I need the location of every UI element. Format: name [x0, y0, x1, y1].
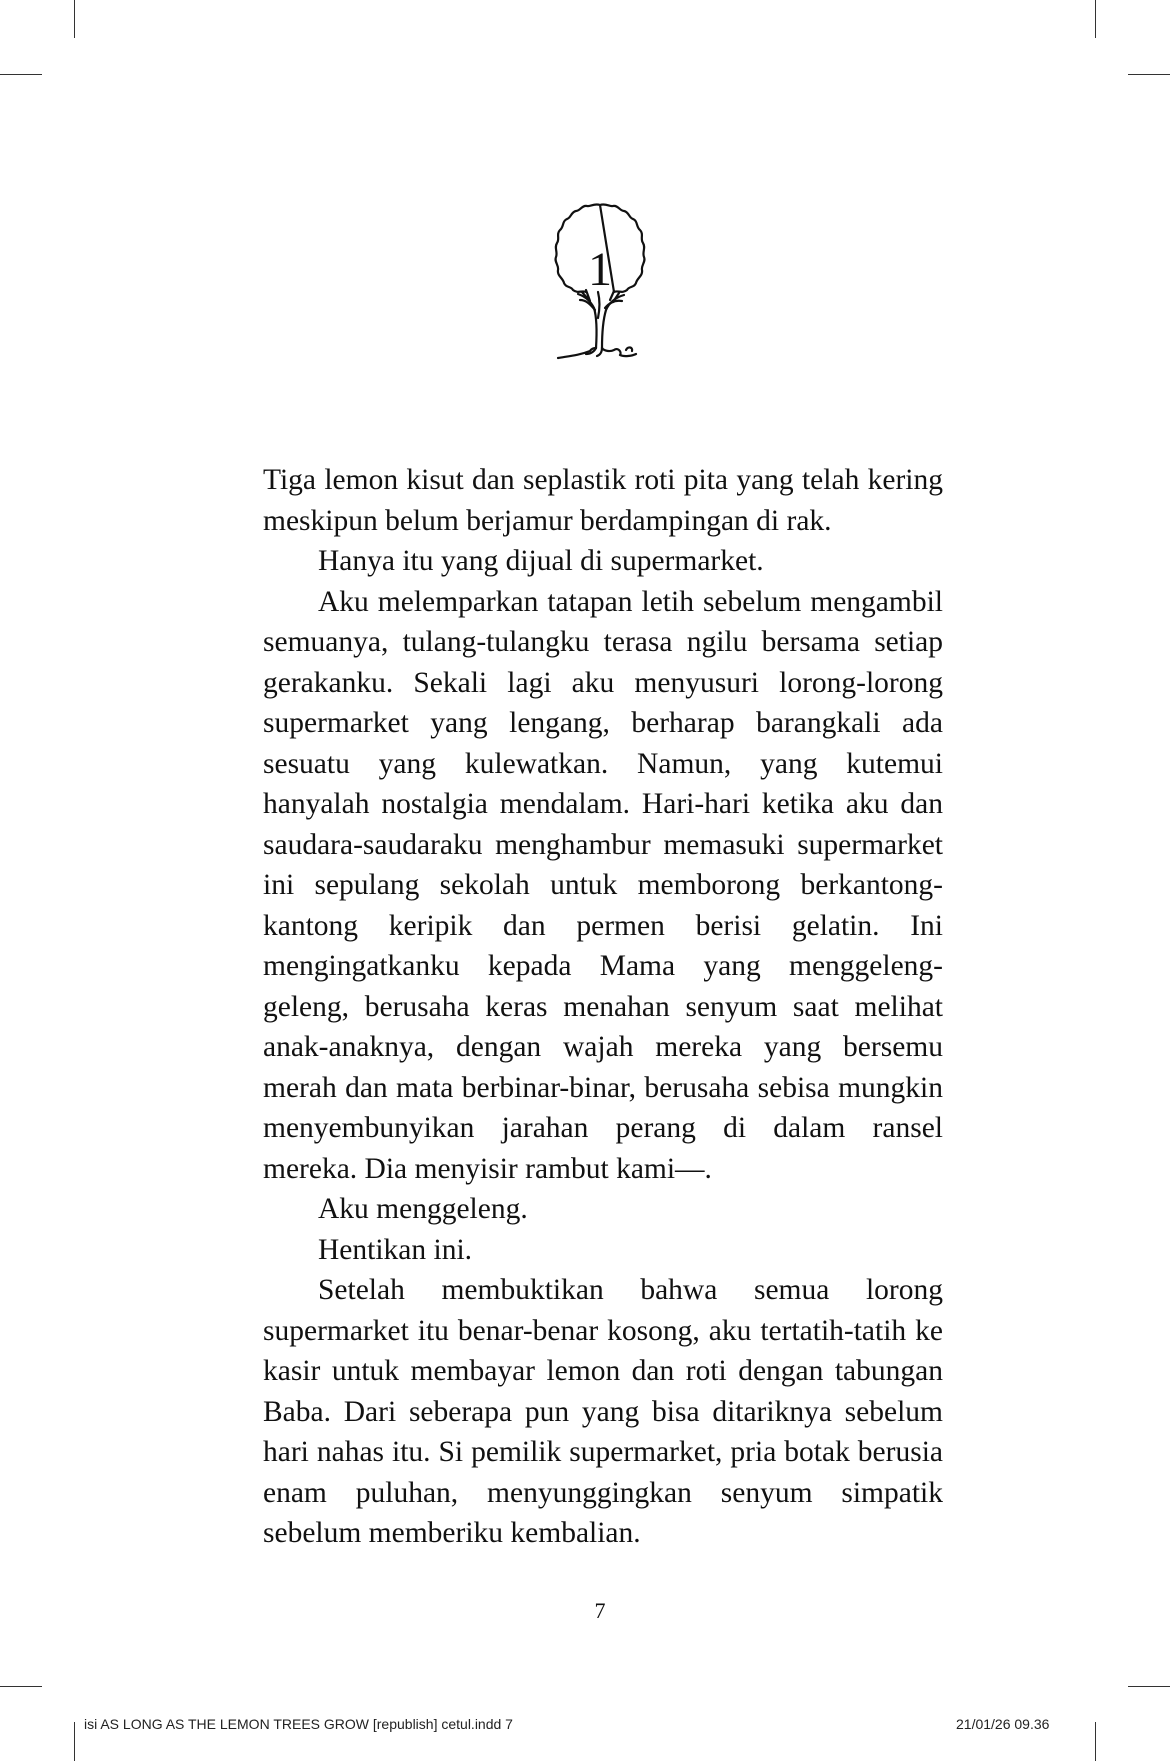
- chapter-body: [263, 460, 943, 1554]
- crop-mark: [1095, 0, 1096, 38]
- crop-mark: [74, 1722, 75, 1761]
- paragraph: Setelah membuktikan bahwa semua lorong supermarket itu benar-benar kosong, aku tertatih-tatih ke kasir untuk membayar lemon dan roti dengan tabungan Baba. Dari seberapa pun yang bisa ditariknya sebelum hari nahas itu. Si pemilik supermarket, pria botak berusia enam puluhan, menyunggingkan senyum simpatik sebelum memberiku kembalian.: [263, 1274, 943, 1549]
- chapter-number: 1: [588, 243, 612, 296]
- paragraph: Aku melemparkan tatapan letih sebelum mengambil semuanya, tulang-tulangku terasa ngilu bersama setiap gerakanku. Sekali lagi aku menyusuri lorong-lorong supermarket yang lengang, berharap barangkali ada sesuatu yang kulewatkan. Namun, yang kutemui hanyalah nostalgia mendalam. Hari-hari ketika aku dan saudara-saudaraku menghambur memasuki supermarket ini sepulang sekolah untuk memborong berkantong-kantong keripik dan permen berisi gelatin. Ini mengingatkanku kepada Mama yang menggeleng-geleng, berusaha keras menahan senyum saat melihat anak-anaknya, dengan wajah mereka yang bersemu merah dan mata berbinar-binar, berusaha sebisa mungkin menyembunyikan jarahan perang di dalam ransel mereka. Dia menyisir rambut kami—.: [263, 585, 943, 1185]
- paragraph: Aku menggeleng.: [318, 1193, 528, 1225]
- page-number: 7: [594, 1598, 606, 1623]
- crop-mark: [1128, 74, 1170, 75]
- crop-mark: [0, 74, 42, 75]
- crop-mark: [74, 0, 75, 38]
- slug-filename: isi AS LONG AS THE LEMON TREES GROW [republish] cetul.indd 7: [84, 1716, 513, 1732]
- crop-mark: [0, 1686, 42, 1687]
- slug-timestamp: 21/01/26 09.36: [956, 1716, 1050, 1732]
- crop-mark: [1128, 1686, 1170, 1687]
- paragraph: Tiga lemon kisut dan seplastik roti pita yang telah kering meskipun belum berjamur berdampingan di rak.: [263, 464, 943, 537]
- crop-mark: [1095, 1722, 1096, 1761]
- paragraph: Hentikan ini.: [318, 1233, 473, 1266]
- paragraph: Hanya itu yang dijual di supermarket.: [318, 545, 764, 577]
